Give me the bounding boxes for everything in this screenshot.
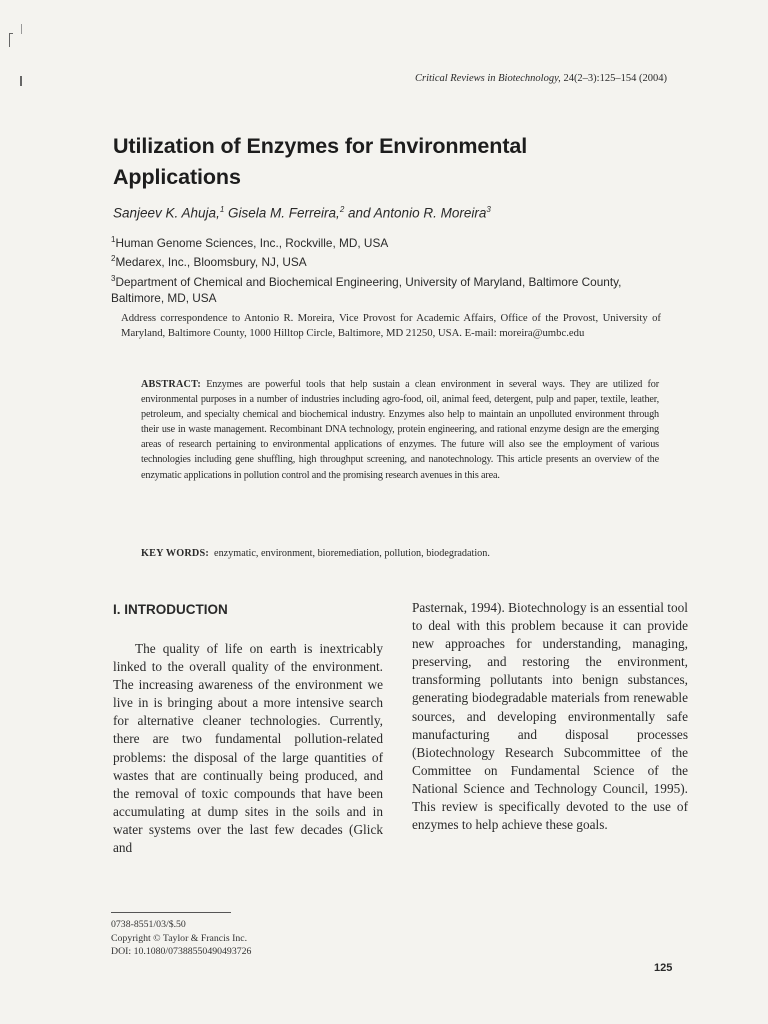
keywords-label: KEY WORDS: — [141, 548, 209, 559]
affil-text: Human Genome Sciences, Inc., Rockville, MD, USA — [115, 235, 389, 250]
author-2-affil: 2 — [339, 205, 345, 214]
affiliation-3-cont — [111, 290, 621, 307]
scan-mark — [9, 33, 10, 47]
abstract — [141, 377, 659, 483]
abstract-text: Enzymes are powerful tools that help sustain a clean environment in several ways. They are utilized for environmental purposes in a number of industries including agro-food, oil, animal feed, detergent, pulp and paper, textile, leather, petroleum, and specialty chemical and biochemical industry. Enzymes also help to maintain an unpolluted environment through their use in waste management. Recombinant DNA technology, protein engineering, and rational enzyme design are the emerging areas of research pertaining to environmental applications of enzymes. The future will also see the employment of various technologies including gene shuffling, high throughput screening, and nanotechnology. This article presents an overview of the enzymatic applications in pollution control and the promising research avenues in this area. — [141, 379, 659, 481]
title-line-1: Utilization of Enzymes for Environmental — [113, 134, 528, 158]
author-3: and Antonio R. Moreira — [344, 205, 487, 221]
affil-sup: 3 — [111, 273, 116, 283]
footnote-doi: DOI: 10.1080/07388550490493726 — [111, 946, 252, 957]
author-3-affil: 3 — [486, 205, 491, 214]
correspondence-address: Address correspondence to Antonio R. Moreira, Vice Provost for Academic Affairs, Office of the Provost, University of Maryland, Baltimore County, 1000 Hilltop Circle, Baltimore, MD 21250, USA. E-mail: moreira@umbc.edu — [121, 312, 661, 339]
affiliation-1 — [111, 232, 621, 251]
section-heading: I. INTRODUCTION — [113, 602, 228, 617]
author-list — [113, 205, 491, 221]
footnote-divider — [111, 912, 231, 913]
footnote-copyright: Copyright © Taylor & Francis Inc. — [111, 932, 248, 944]
abstract-label: ABSTRACT: — [141, 379, 201, 390]
intro-paragraph-right: Pasternak, 1994). Biotechnology is an essential tool to deal with this problem because it can provide new approaches for understanding, managing, preserving, and restoring the environment, transforming pollutants into benign substances, generating biodegradable materials from renewable sources, and developing environmentally safe manufacturing and disposal processes (Biotechnology Research Subcommittee of the Committee on Fundamental Science of the National Science and Technology Council, 1995). This review is specifically devoted to the use of enzymes to help achieve these goals. — [412, 600, 688, 833]
journal-name: Critical Reviews in Biotechnology, — [415, 73, 561, 84]
scan-mark — [9, 33, 13, 34]
affil-sup: 2 — [111, 254, 116, 264]
footnote — [111, 918, 251, 959]
journal-citation — [415, 73, 667, 84]
scan-mark — [21, 24, 22, 34]
keywords-text: enzymatic, environment, bioremediation, pollution, biodegradation. — [214, 548, 490, 559]
page-number: 125 — [654, 962, 673, 974]
author-1: Sanjeev K. Ahuja, — [113, 205, 220, 221]
keywords — [141, 548, 490, 559]
affiliation-2 — [111, 251, 621, 270]
author-2: Gisela M. Ferreira, — [224, 205, 340, 221]
affil-text: Medarex, Inc., Bloomsbury, NJ, USA — [115, 255, 307, 270]
footnote-issn: 0738-8551/03/$.50 — [111, 919, 186, 930]
affiliation-3 — [111, 271, 621, 290]
affil-text: Baltimore, MD, USA — [111, 291, 217, 306]
intro-paragraph-left: The quality of life on earth is inextricably linked to the overall quality of the environment. The increasing awareness of the environment we live in is bringing about a more intensive search for alternative cleaner technologies. Currently, there are two fundamental pollution-related problems: the disposal of the large quantities of wastes that are continually being produced, and the removal of toxic compounds that have been accumulating at dump sites in the soils and in water systems over the last few decades (Glick and — [113, 641, 383, 856]
journal-volume: 24(2–3):125–154 (2004) — [563, 73, 667, 84]
affil-text: Department of Chemical and Biochemical Engineering, University of Maryland, Baltimore County, — [115, 274, 622, 289]
author-1-affil: 1 — [219, 205, 225, 214]
affiliations — [111, 232, 621, 307]
paper-title — [113, 131, 527, 193]
title-line-2: Applications — [113, 165, 241, 189]
scan-mark — [20, 76, 22, 86]
affil-sup: 1 — [111, 235, 116, 244]
